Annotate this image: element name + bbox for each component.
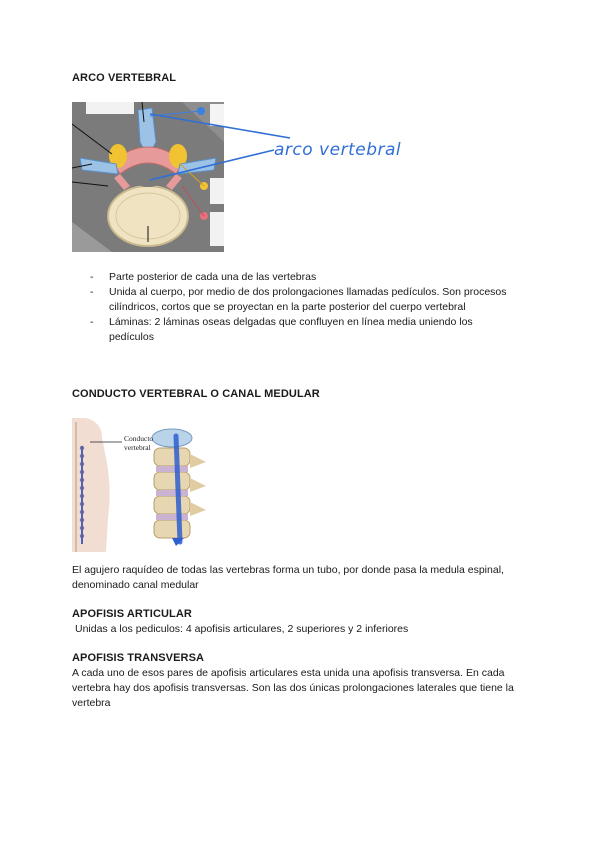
handwritten-label-arco-vertebral: arco vertebral [274, 140, 402, 160]
list-item: - Unida al cuerpo, por medio de dos prolongaciones llamadas pedículos. Son procesos cilíndricos, cortos que se proyectan en la parte posterior del cuerpo vertebral [90, 285, 520, 315]
heading-apofisis-transversa: APOFISIS TRANSVERSA [72, 652, 205, 664]
list-item: - Parte posterior de cada una de las vertebras [90, 270, 520, 285]
heading-arco-vertebral: ARCO VERTEBRAL [72, 72, 177, 84]
transversa-paragraph: A cada uno de esos pares de apofisis articulares esta unida una apofisis transversa. En cada vertebra hay dos apofisis transversas. Son las dos únicas prolongaciones laterales que tiene la vertebra [72, 667, 514, 709]
list-item: - Láminas: 2 láminas oseas delgadas que confluyen en línea media uniendo los pedículos [90, 315, 520, 345]
spine-figure [72, 418, 212, 552]
conducto-paragraph: El agujero raquídeo de todas las vertebras forma un tubo, por donde pasa la medula espinal, denominado canal medular [72, 564, 504, 591]
heading-conducto-vertebral: CONDUCTO VERTEBRAL O CANAL MEDULAR [72, 388, 320, 400]
figure-label-conducto-vertebral: Conducto vertebral [124, 434, 154, 452]
heading-apofisis-articular: APOFISIS ARTICULAR [72, 608, 192, 620]
articular-paragraph: Unidas a los pediculos: 4 apofisis articulares, 2 superiores y 2 inferiores [75, 623, 409, 635]
arco-bullet-list [90, 270, 520, 345]
